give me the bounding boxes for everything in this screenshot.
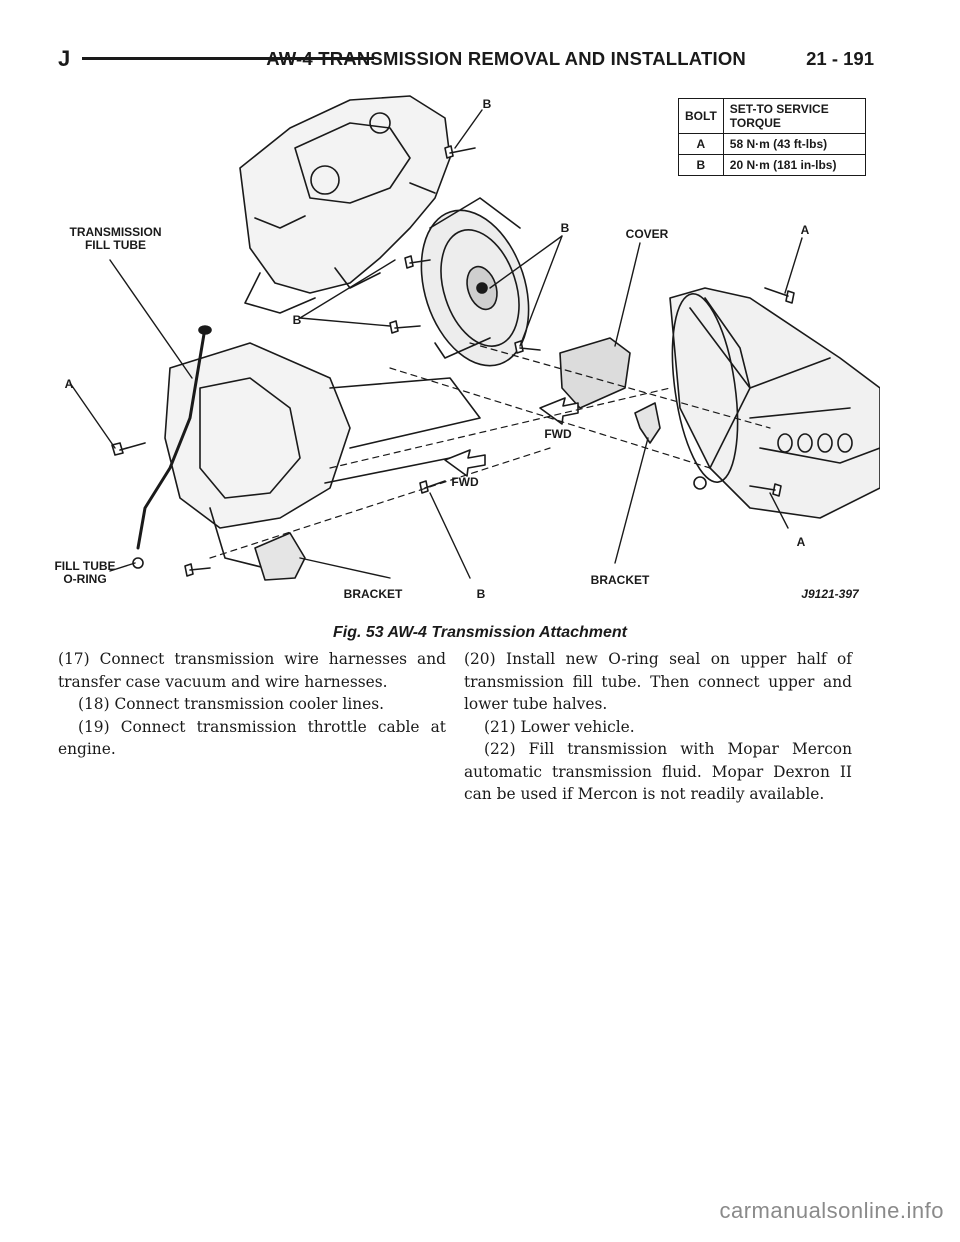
right-column	[464, 648, 852, 806]
paragraph-step: (19) Connect transmission throttle cable at engine.	[58, 717, 446, 758]
figure-caption: Fig. 53 AW-4 Transmission Attachment	[333, 624, 627, 641]
fwd-arrow-upper-shape	[540, 398, 578, 424]
bell-housing	[403, 196, 548, 379]
label-b-left: B	[292, 313, 302, 327]
label-b-top: B	[482, 97, 492, 111]
label-b-mid: B	[560, 221, 570, 235]
torque-table	[678, 98, 866, 176]
label-a-top-right: A	[800, 223, 810, 237]
torque-table-value: 20 N·m (181 in-lbs)	[723, 155, 865, 176]
header-title: AW-4 TRANSMISSION REMOVAL AND INSTALLATION	[266, 48, 746, 69]
bracket-left-part	[255, 533, 305, 580]
page-header	[58, 42, 874, 72]
torque-table-header	[679, 99, 866, 134]
paragraph-step: (21) Lower vehicle.	[484, 717, 635, 736]
label-a-left: A	[64, 377, 74, 391]
torque-table-bolt: A	[679, 134, 724, 155]
fwd-arrow-lower-shape	[445, 450, 485, 476]
cover-part	[560, 338, 630, 408]
paragraph-step: (20) Install new O-ring seal on upper half of transmission fill tube. Then connect upper and lower tube halves.	[464, 650, 852, 713]
bracket-right-part	[635, 403, 660, 443]
label-fwd-upper: FWD	[544, 427, 572, 441]
label-fill-tube-oring: FILL TUBE O-RING	[54, 559, 116, 586]
header-section-letter: J	[58, 46, 71, 71]
watermark: carmanualsonline.info	[719, 1198, 944, 1223]
paragraph-step: (18) Connect transmission cooler lines.	[78, 695, 385, 713]
paragraph-step: (22) Fill transmission with Mopar Mercon automatic transmission fluid. Mopar Dexron II can be used if Mercon is not readily available.	[464, 740, 852, 803]
label-cover: COVER	[625, 227, 669, 241]
header-page-number: 21 - 191	[806, 48, 874, 69]
engine-block	[240, 96, 450, 313]
torque-table-value: 58 N·m (43 ft-lbs)	[723, 134, 865, 155]
figure-transmission-attachment	[50, 88, 880, 618]
torque-table-row	[679, 134, 866, 155]
figure-id: J9121-397	[801, 587, 859, 601]
label-transmission-fill-tube: TRANSMISSION FILL TUBE	[69, 225, 162, 252]
left-column	[58, 648, 446, 761]
transfer-case	[165, 343, 480, 568]
label-a-bottom-right: A	[796, 535, 806, 549]
label-fwd-lower: FWD	[451, 475, 479, 489]
label-bracket-right: BRACKET	[590, 573, 650, 587]
torque-table-row	[679, 155, 866, 176]
torque-table-col-torque: SET-TO SERVICE TORQUE	[723, 99, 865, 134]
torque-table-col-bolt: BOLT	[679, 99, 724, 134]
label-b-bottom: B	[476, 587, 486, 601]
paragraph-step: (17) Connect transmission wire harnesses and transfer case vacuum and wire harnesses.	[58, 650, 446, 691]
label-bracket-left: BRACKET	[343, 587, 403, 601]
torque-table-bolt: B	[679, 155, 724, 176]
fill-tube-cap	[199, 326, 211, 334]
